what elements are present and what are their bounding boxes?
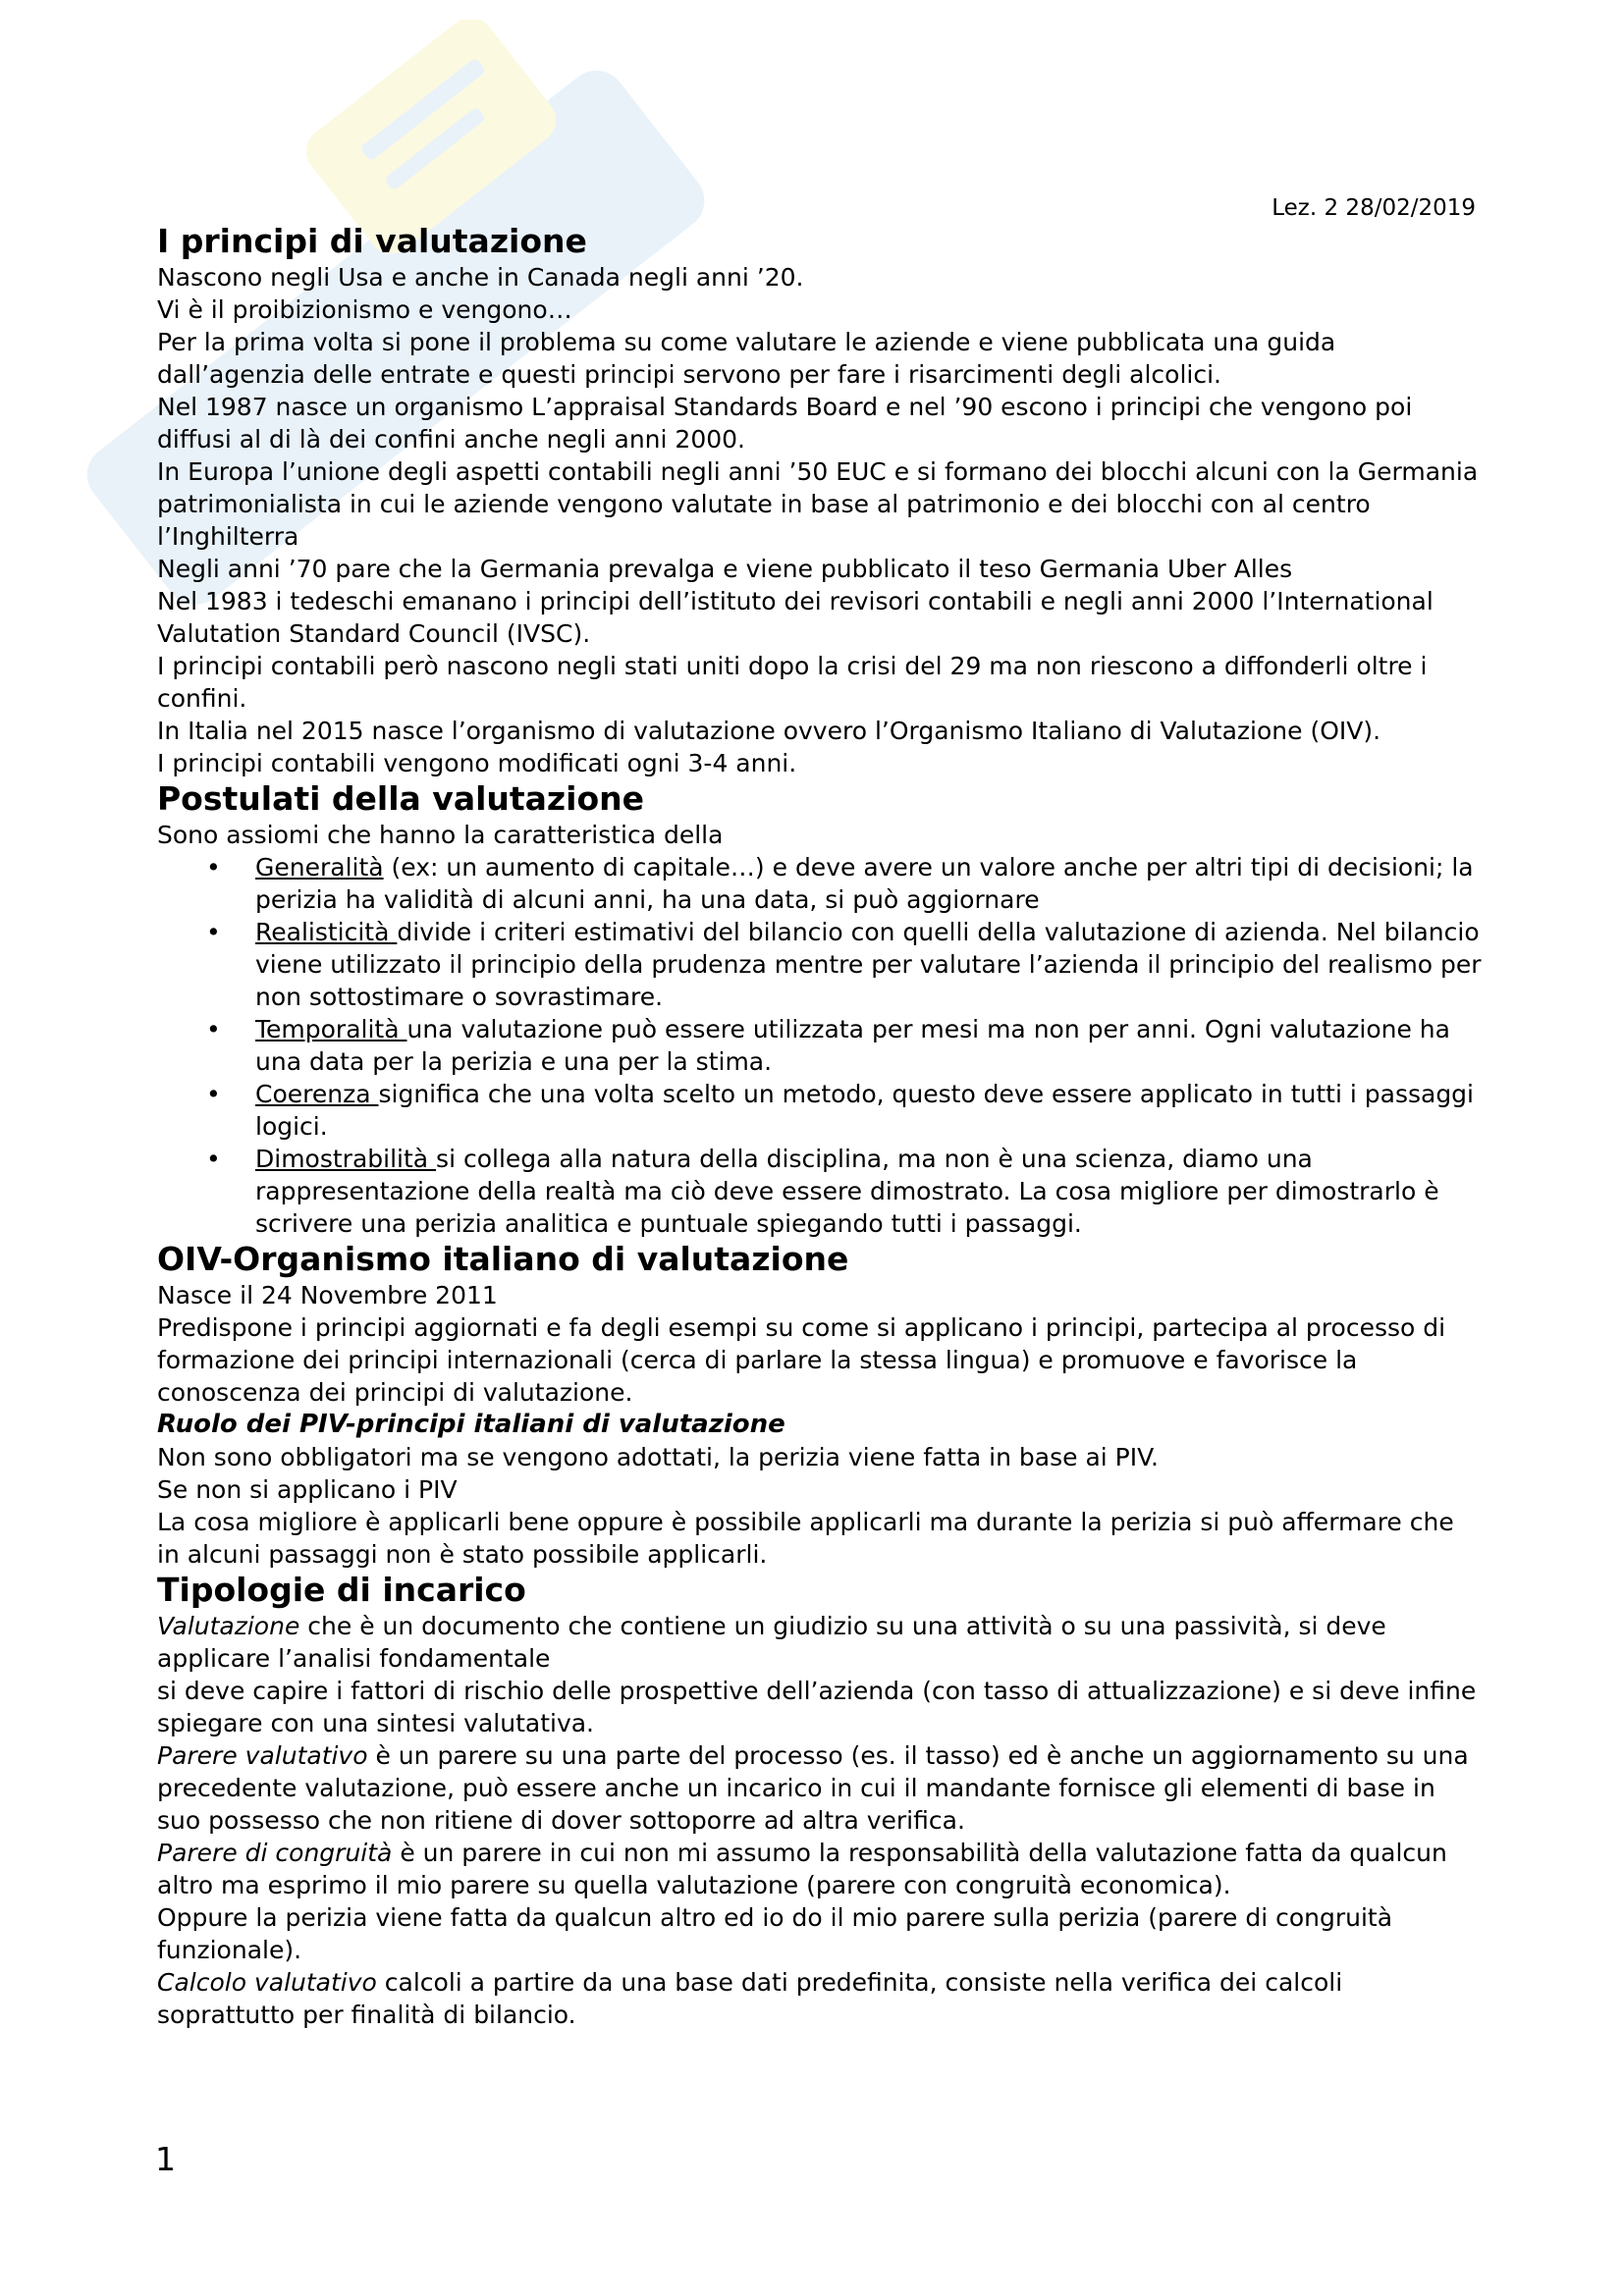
- term-description: una valutazione può essere utilizzata per mesi ma non per anni. Ogni valutazione ha una data per la perizia e una per la stima.: [255, 1015, 1450, 1076]
- term: Valutazione: [157, 1612, 300, 1640]
- term: Calcolo valutativo: [157, 1968, 377, 1997]
- term-description: è un parere su una parte del processo (es. il tasso) ed è anche un aggiornamento su una precedente valutazione, può essere anche un incarico in cui il mandante fornisce gli elementi di base in suo possesso che non ritiene di dover sottoporre ad altra verifica.: [157, 1741, 1469, 1835]
- term: Dimostrabilità: [255, 1145, 437, 1173]
- paragraph: In Italia nel 2015 nasce l’organismo di valutazione ovvero l’Organismo Italiano di Valutazione (OIV).: [157, 717, 1381, 745]
- postulati-list: [157, 851, 1483, 1240]
- paragraph: [157, 1837, 1483, 1901]
- bullet-icon: •: [206, 853, 221, 881]
- term-description: calcoli a partire da una base dati predefinita, consiste nella verifica dei calcoli soprattutto per finalità di bilancio.: [157, 1968, 1343, 2029]
- term-description: Oppure la perizia viene fatta da qualcun altro ed io do il mio parere sulla perizia (parere di congruità funzionale).: [157, 1903, 1393, 1964]
- page-number: 1: [155, 2140, 176, 2178]
- section-title-oiv: OIV-Organismo italiano di valutazione: [157, 1240, 849, 1278]
- paragraph: [157, 1966, 1483, 2031]
- section-title-tipologie: Tipologie di incarico: [157, 1571, 526, 1609]
- term-description: significa che una volta scelto un metodo, questo deve essere applicato in tutti i passaggi logici.: [255, 1080, 1474, 1141]
- paragraph: I principi contabili però nascono negli stati uniti dopo la crisi del 29 ma non riescono a diffonderli oltre i confini.: [157, 652, 1428, 713]
- bullet-icon: •: [206, 918, 221, 946]
- paragraph: Se non si applicano i PIV: [157, 1475, 458, 1504]
- term: Temporalità: [255, 1015, 407, 1043]
- term-description: che è un documento che contiene un giudizio su una attività o su una passività, si deve applicare l’analisi fondamentale: [157, 1612, 1386, 1673]
- bullet-icon: •: [206, 1080, 221, 1108]
- term: Coerenza: [255, 1080, 379, 1108]
- term-description: (ex: un aumento di capitale…) e deve avere un valore anche per altri tipi di decisioni; la perizia ha validità di alcuni anni, ha una data, si può aggiornare: [255, 853, 1474, 914]
- paragraph: [157, 1610, 1483, 1675]
- term-description: è un parere in cui non mi assumo la responsabilità della valutazione fatta da qualcun altro ma esprimo il mio parere su quella valutazione (parere con congruità economica).: [157, 1839, 1447, 1899]
- paragraph: Vi è il proibizionismo e vengono…: [157, 295, 572, 324]
- term-description: divide i criteri estimativi del bilancio con quelli della valutazione di azienda. Nel bilancio viene utilizzato il principio della prudenza mentre per valutare l’azienda il principio del realismo per non sottostimare o sovrastimare.: [255, 918, 1482, 1011]
- subsection-title-piv: Ruolo dei PIV-principi italiani di valutazione: [157, 1410, 785, 1439]
- list-item: [157, 1078, 1483, 1143]
- paragraph: [157, 1675, 1483, 1739]
- paragraph: Nasce il 24 Novembre 2011: [157, 1281, 498, 1309]
- paragraph: [157, 1739, 1483, 1837]
- list-item: [157, 1143, 1483, 1240]
- paragraph: Nel 1983 i tedeschi emanano i principi dell’istituto dei revisori contabili e negli anni 2000 l’International Valutation Standard Council (IVSC).: [157, 587, 1434, 648]
- list-item: [157, 1013, 1483, 1078]
- paragraph: Sono assiomi che hanno la caratteristica della: [157, 821, 724, 849]
- paragraph: Nel 1987 nasce un organismo L’appraisal Standards Board e nel ’90 escono i principi che vengono poi diffusi al di là dei confini anche negli anni 2000.: [157, 393, 1413, 454]
- paragraph: Predispone i principi aggiornati e fa degli esempi su come si applicano i principi, partecipa al processo di formazione dei principi internazionali (cerca di parlare la stessa lingua) e promuove e favorisce la conoscenza dei principi di valutazione.: [157, 1313, 1446, 1407]
- term: Parere di congruità: [157, 1839, 393, 1867]
- section-title-principi: I principi di valutazione: [157, 222, 587, 260]
- lesson-date: Lez. 2 28/02/2019: [1271, 195, 1476, 221]
- paragraph: I principi contabili vengono modificati ogni 3-4 anni.: [157, 749, 797, 777]
- term-description: si collega alla natura della disciplina, ma non è una scienza, diamo una rappresentazione della realtà ma ciò deve essere dimostrato. La cosa migliore per dimostrarlo è scrivere una perizia analitica e puntuale spiegando tutti i passaggi.: [255, 1145, 1439, 1238]
- paragraph: Negli anni ’70 pare che la Germania prevalga e viene pubblicato il teso Germania Uber Alles: [157, 555, 1293, 583]
- bullet-icon: •: [206, 1015, 221, 1043]
- section-title-postulati: Postulati della valutazione: [157, 779, 644, 818]
- bullet-icon: •: [206, 1145, 221, 1173]
- term-description: si deve capire i fattori di rischio delle prospettive dell’azienda (con tasso di attualizzazione) e si deve infine spiegare con una sintesi valutativa.: [157, 1677, 1477, 1737]
- list-item: [157, 916, 1483, 1013]
- list-item: [157, 851, 1483, 916]
- paragraph: Per la prima volta si pone il problema su come valutare le aziende e viene pubblicata una guida dall’agenzia delle entrate e questi principi servono per fare i risarcimenti degli alcolici.: [157, 328, 1336, 389]
- document-body: [157, 222, 1483, 2031]
- term: Realisticità: [255, 918, 398, 946]
- paragraph: Nascono negli Usa e anche in Canada negli anni ’20.: [157, 263, 804, 292]
- paragraph: La cosa migliore è applicarli bene oppure è possibile applicarli ma durante la perizia si può affermare che in alcuni passaggi non è stato possibile applicarli.: [157, 1508, 1454, 1569]
- paragraph: Non sono obbligatori ma se vengono adottati, la perizia viene fatta in base ai PIV.: [157, 1443, 1159, 1471]
- term: Generalità: [255, 853, 384, 881]
- paragraph: In Europa l’unione degli aspetti contabili negli anni ’50 EUC e si formano dei blocchi alcuni con la Germania patrimonialista in cui le aziende vengono valutate in base al patrimonio e dei blocchi con al centro l’Inghilterra: [157, 457, 1479, 551]
- term: Parere valutativo: [157, 1741, 368, 1770]
- paragraph: [157, 1901, 1483, 1966]
